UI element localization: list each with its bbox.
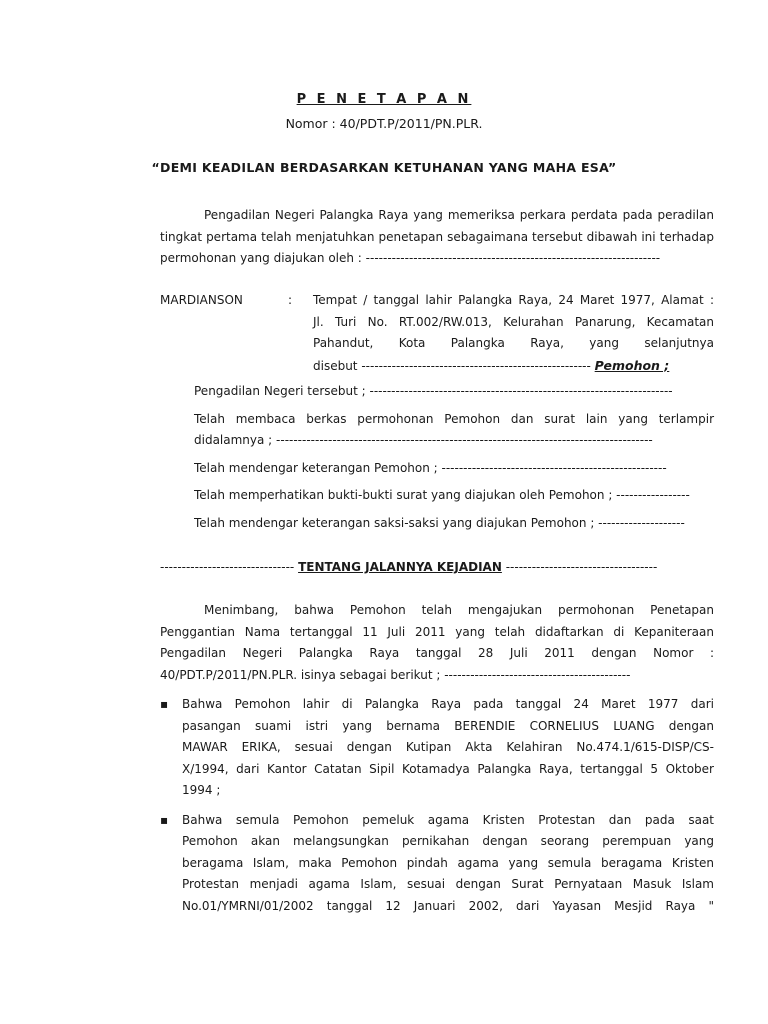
consideration-item: Telah mendengar keterangan saksi-saksi yang diajukan Pemohon ; -------------------- xyxy=(194,515,685,530)
menimbang-paragraph xyxy=(160,600,714,686)
bullet-line: 1994 ; xyxy=(182,783,221,797)
section-heading-row xyxy=(160,560,714,574)
menimbang-line: Penggantian Nama tertanggal 11 Juli 2011 yang telah didaftarkan di Kepaniteraan xyxy=(160,624,714,639)
consideration-item: didalamnya ; --------------------------------------------------------------------------------------- xyxy=(194,433,653,447)
party-colon: : xyxy=(288,293,293,307)
party-line: Tempat / tanggal lahir Palangka Raya, 24 Maret 1977, Alamat : xyxy=(313,293,714,307)
bullet-marker-icon: ▪ xyxy=(160,697,169,711)
consideration-item: Telah mendengar keterangan Pemohon ; ---------------------------------------------------- xyxy=(194,460,667,475)
party-description xyxy=(313,290,714,377)
party-line: Jl. Turi No. RT.002/RW.013, Kelurahan Panarung, Kecamatan xyxy=(313,314,714,329)
bullet-line: X/1994, dari Kantor Catatan Sipil Kotamadya Palangka Raya, tertanggal 5 Oktober xyxy=(182,761,714,776)
bullet-line: beragama Islam, maka Pemohon pindah agama yang semula beragama Kristen xyxy=(182,855,714,870)
bullet-line: Bahwa Pemohon lahir di Palangka Raya pada tanggal 24 Maret 1977 dari xyxy=(182,697,714,711)
section-dashes-left: ------------------------------- xyxy=(160,560,295,574)
menimbang-line: Menimbang, bahwa Pemohon telah mengajukan permohonan Penetapan xyxy=(204,603,714,617)
consideration-item: Pengadilan Negeri tersebut ; ---------------------------------------------------------------------- xyxy=(194,384,673,398)
consideration-item: Telah membaca berkas permohonan Pemohon dan surat lain yang terlampir xyxy=(194,411,714,426)
intro-line: Pengadilan Negeri Palangka Raya yang memeriksa perkara perdata pada peradilan xyxy=(204,208,714,222)
menimbang-line: Pengadilan Negeri Palangka Raya tanggal 28 Juli 2011 dengan Nomor : xyxy=(160,646,714,660)
party-line: Pahandut, Kota Palangka Raya, yang selanjutnya xyxy=(313,336,714,350)
invocation-heading: “DEMI KEADILAN BERDASARKAN KETUHANAN YANG MAHA ESA” xyxy=(151,160,617,175)
party-name: MARDIANSON xyxy=(160,293,243,307)
intro-line: permohonan yang diajukan oleh : -------------------------------------------------------------------- xyxy=(160,251,661,265)
document-title: P E N E T A P A N xyxy=(296,92,472,107)
document-number: Nomor : 40/PDT.P/2011/PN.PLR. xyxy=(285,116,483,131)
section-dashes-right: ----------------------------------- xyxy=(505,560,658,574)
bullet-line: No.01/YMRNI/01/2002 tanggal 12 Januari 2002, dari Yayasan Mesjid Raya " xyxy=(182,898,714,913)
pemohon-label: Pemohon ; xyxy=(594,357,670,373)
consideration-item: Telah memperhatikan bukti-bukti surat yang diajukan oleh Pemohon ; ----------------- xyxy=(194,488,690,502)
bullet-line: pasangan suami istri yang bernama BERENDIE CORNELIUS LUANG dengan xyxy=(182,718,714,733)
bullet-item xyxy=(160,694,714,802)
section-heading: TENTANG JALANNYA KEJADIAN xyxy=(298,560,502,574)
bullet-line: Pemohon akan melangsungkan pernikahan dengan seorang perempuan yang xyxy=(182,834,714,848)
party-designation-prefix: disebut ----------------------------------------------------- xyxy=(313,358,591,373)
bullet-line: MAWAR ERIKA, sesuai dengan Kutipan Akta Kelahiran No.474.1/615-DISP/CS- xyxy=(182,740,714,754)
bullet-marker-icon: ▪ xyxy=(160,812,169,827)
considerations-list xyxy=(194,381,714,540)
bullet-line: Protestan menjadi agama Islam, sesuai dengan Surat Pernyataan Masuk Islam xyxy=(182,877,714,891)
menimbang-line: 40/PDT.P/2011/PN.PLR. isinya sebagai berikut ; ------------------------------------------- xyxy=(160,667,631,682)
bullet-list xyxy=(160,694,714,925)
bullet-item xyxy=(160,810,714,918)
bullet-line: Bahwa semula Pemohon pemeluk agama Kristen Protestan dan pada saat xyxy=(182,812,714,827)
party-line-designation xyxy=(313,355,714,378)
intro-paragraph xyxy=(160,205,714,270)
intro-line: tingkat pertama telah menjatuhkan penetapan sebagaimana tersebut dibawah ini terhadap xyxy=(160,229,714,244)
